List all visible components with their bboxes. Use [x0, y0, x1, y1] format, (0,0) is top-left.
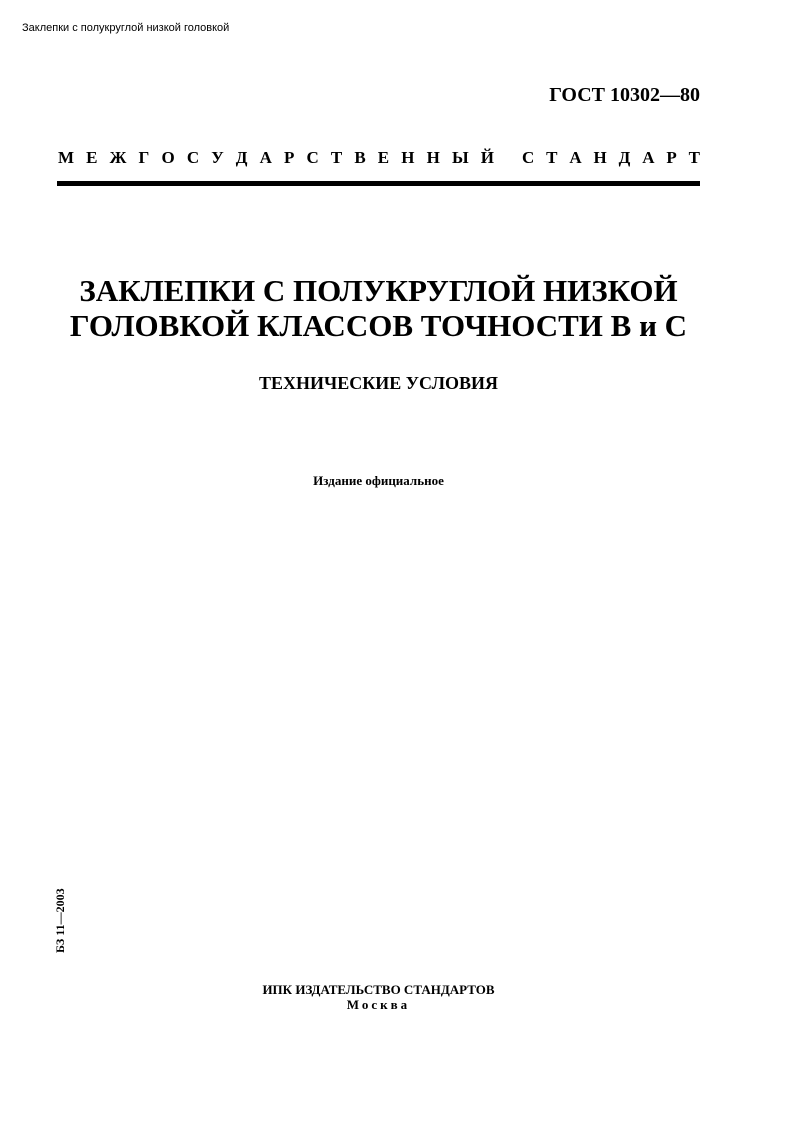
publisher-city: Москва [346, 997, 411, 1012]
standard-number: ГОСТ 10302—80 [549, 84, 700, 106]
edition-note: Издание официальное [313, 473, 444, 488]
standard-category [58, 148, 700, 168]
document-title [0, 273, 757, 343]
title-line-2: ГОЛОВКОЙ КЛАССОВ ТОЧНОСТИ В и С [69, 308, 688, 343]
publisher-block [0, 982, 757, 1012]
publisher-name: ИПК ИЗДАТЕЛЬСТВО СТАНДАРТОВ [262, 982, 495, 997]
title-line-1: ЗАКЛЕПКИ С ПОЛУКРУГЛОЙ НИЗКОЙ [79, 273, 678, 308]
header-rule-divider [57, 181, 700, 186]
category-word-standard: С Т А Н Д А Р Т [522, 148, 700, 167]
category-word-interstate: М Е Ж Г О С У Д А Р С Т В Е Н Н Ы Й [58, 148, 494, 167]
side-code: БЗ 11—2003 [53, 888, 67, 953]
page-header-caption: Заклепки с полукруглой низкой головкой [22, 22, 230, 34]
document-subtitle: ТЕХНИЧЕСКИЕ УСЛОВИЯ [259, 373, 498, 393]
